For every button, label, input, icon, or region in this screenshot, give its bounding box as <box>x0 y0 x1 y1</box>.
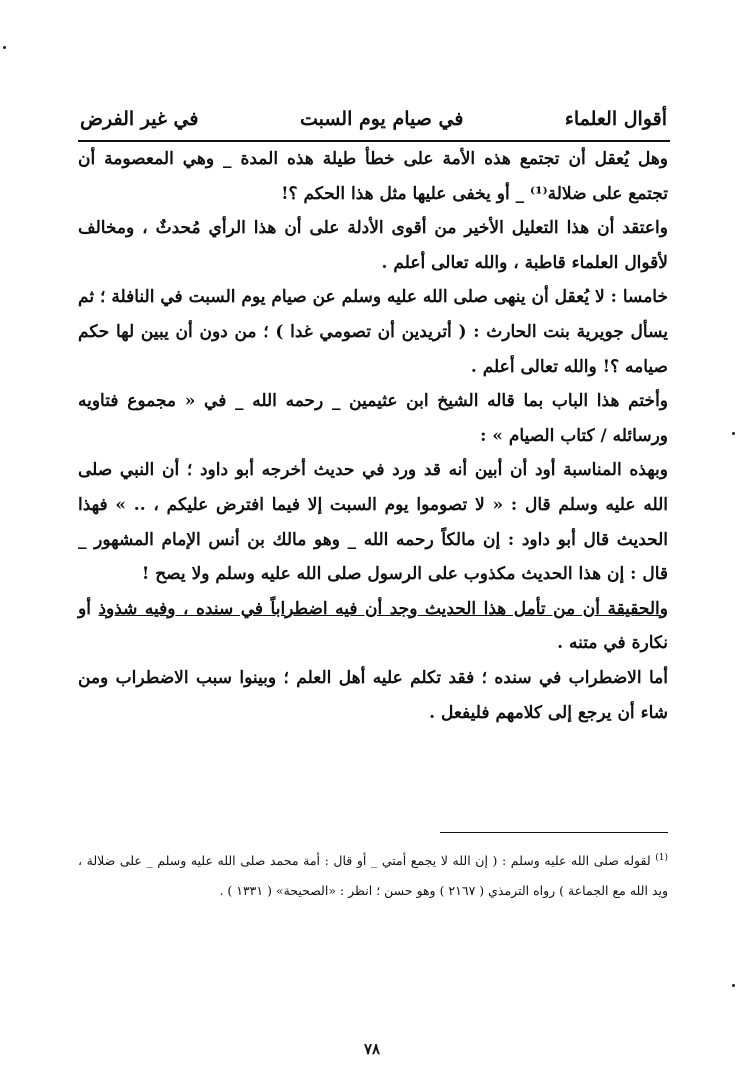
main-text <box>78 142 668 730</box>
margin-dot <box>732 432 735 435</box>
header-left: في غير الفرض <box>80 108 199 130</box>
paragraph-text: أو نكارة في متنه . <box>78 598 668 654</box>
running-header <box>80 108 667 130</box>
footnote <box>78 843 668 906</box>
footnote-text: لقوله صلى الله عليه وسلم : ( إن الله لا يجمع أمتي _ أو قال : أمة محمد صلى الله عليه وسلم _ على ضلالة ، ويد الله مع الجماعة ) رواه الترمذي ( ٢١٦٧ ) وهو حسن ؛ انظر : «الصحيحة» ( ١٣٣١ ) . <box>78 853 668 899</box>
header-center: في صيام يوم السبت <box>299 108 464 130</box>
page-number: ٧٨ <box>363 1040 381 1058</box>
paragraph: وهل يُعقل أن تجتمع هذه الأمة على خطأ طيلة هذه المدة _ وهي المعصومة أن تجتمع على ضلالة⁽¹⁾ _ أو يخفى عليها مثل هذا الحكم ؟! <box>78 149 668 204</box>
margin-dot <box>732 984 735 987</box>
margin-dot <box>3 46 6 49</box>
header-right: أقوال العلماء <box>564 108 667 130</box>
underlined-text: والحقيقة أن من تأمل هذا الحديث وجد أن فيه اضطراباً في سنده ، وفيه شذوذ <box>98 598 668 619</box>
paragraph: واعتقد أن هذا التعليل الأخير من أقوى الأدلة على أن هذا الرأي مُحدثٌ ، ومخالف لأقوال العلماء قاطبة ، والله تعالى أعلم . <box>78 218 668 273</box>
paragraph: أما الاضطراب في سنده ؛ فقد تكلم عليه أهل العلم ؛ وبينوا سبب الاضطراب ومن شاء أن يرجع إلى كلامهم فليفعل . <box>78 667 668 723</box>
paragraph: وبهذه المناسبة أود أن أبين أنه قد ورد في حديث أخرجه أبو داود ؛ أن النبي صلى الله عليه وسلم قال : « لا تصوموا يوم السبت إلا فيما افترض عليكم ، .. » فهذا الحديث قال أبو داود : إن مالكاً رحمه الله _ وهو مالك بن أنس الإمام المشهور _ قال : إن هذا الحديث مكذوب على الرسول صلى الله عليه وسلم ولا يصح ! <box>78 460 668 585</box>
footnote-marker: (1) <box>655 853 668 863</box>
paragraph: وأختم هذا الباب بما قاله الشيخ ابن عثيمين _ رحمه الله _ في « مجموع فتاويه ورسائله / كتاب الصيام » : <box>78 391 668 446</box>
paragraph <box>78 592 668 661</box>
footnote-divider <box>440 832 668 833</box>
paragraph: خامسا : لا يُعقل أن ينهى صلى الله عليه وسلم عن صيام يوم السبت في النافلة ؛ ثم يسأل جويرية بنت الحارث : ( أتريدين أن تصومي غدا ) ؛ من دون أن يبين لها حكم صيامه ؟! والله تعالى أعلم . <box>78 287 668 377</box>
